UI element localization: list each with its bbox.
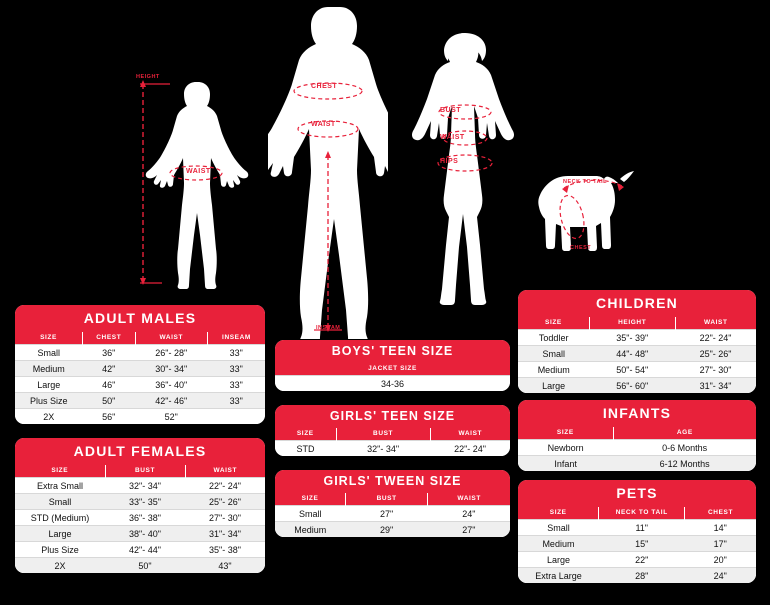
col-waist: WAIST <box>428 493 510 506</box>
table-row <box>518 362 756 378</box>
boy-height-label: HEIGHT <box>136 74 160 80</box>
cell: Medium <box>518 536 599 552</box>
cell: 22"- 24" <box>185 478 265 494</box>
cell: 25"- 26" <box>185 494 265 510</box>
cell: Small <box>275 506 346 522</box>
cell: 33"- 35" <box>105 494 185 510</box>
children-table <box>518 290 756 393</box>
cell: 2X <box>15 409 83 425</box>
boys-teen-size-table <box>275 340 510 391</box>
cell: 20" <box>685 552 756 568</box>
col-size: SIZE <box>275 493 346 506</box>
cell: 35"- 38" <box>185 542 265 558</box>
cell: Large <box>518 552 599 568</box>
cell: 28" <box>599 568 685 584</box>
pets-title: PETS <box>518 480 756 507</box>
cell: Medium <box>518 362 589 378</box>
table-row <box>15 409 265 425</box>
cell: 50"- 54" <box>589 362 675 378</box>
col-size: SIZE <box>518 507 599 520</box>
cell: 52" <box>135 409 208 425</box>
cell: STD (Medium) <box>15 510 105 526</box>
adult-females-table <box>15 438 265 573</box>
table-row <box>518 568 756 584</box>
girls-teen-size-table <box>275 405 510 456</box>
adult-females-title: ADULT FEMALES <box>15 438 265 465</box>
woman-waist-label: WAIST <box>440 134 465 141</box>
cell: 42"- 46" <box>135 393 208 409</box>
dog-chest-label: CHEST <box>570 245 592 251</box>
cell: Plus Size <box>15 542 105 558</box>
col-waist: WAIST <box>430 428 510 441</box>
table-row <box>15 558 265 574</box>
cell: 32"- 34" <box>336 441 430 457</box>
cell: 33" <box>208 361 266 377</box>
girls-tween-title: GIRLS' TWEEN SIZE <box>275 470 510 493</box>
boy-waist-label: WAIST <box>186 168 211 175</box>
table-row <box>15 494 265 510</box>
girls-tween-size-table <box>275 470 510 537</box>
cell: 22"- 24" <box>430 441 510 457</box>
col-size: SIZE <box>275 428 336 441</box>
cell: 42"- 44" <box>105 542 185 558</box>
adult-males-title: ADULT MALES <box>15 305 265 332</box>
table-row <box>275 522 510 538</box>
cell: 22"- 24" <box>675 330 756 346</box>
infants-title: INFANTS <box>518 400 756 427</box>
cell: 30"- 34" <box>135 361 208 377</box>
cell: 6-12 Months <box>613 456 756 472</box>
cell: 43" <box>185 558 265 574</box>
cell: 27" <box>346 506 428 522</box>
table-row <box>518 552 756 568</box>
adult-males-table <box>15 305 265 424</box>
cell: Small <box>518 346 589 362</box>
girls-teen-title: GIRLS' TEEN SIZE <box>275 405 510 428</box>
col-bust: BUST <box>346 493 428 506</box>
cell: Small <box>518 520 599 536</box>
man-figure <box>268 5 388 340</box>
col-chest: CHEST <box>685 507 756 520</box>
col-bust: BUST <box>105 465 185 478</box>
cell: 38"- 40" <box>105 526 185 542</box>
table-row <box>15 526 265 542</box>
cell: 15" <box>599 536 685 552</box>
boy-figure <box>140 80 260 295</box>
cell: Newborn <box>518 440 613 456</box>
cell: 56"- 60" <box>589 378 675 394</box>
col-age: AGE <box>613 427 756 440</box>
col-size: SIZE <box>15 465 105 478</box>
cell <box>208 409 266 425</box>
table-row <box>15 478 265 494</box>
col-waist: WAIST <box>185 465 265 478</box>
pets-table <box>518 480 756 583</box>
col-chest: CHEST <box>83 332 136 345</box>
cell: Large <box>15 526 105 542</box>
cell: 44"- 48" <box>589 346 675 362</box>
cell: 24" <box>685 568 756 584</box>
cell: 32"- 34" <box>105 478 185 494</box>
cell: 27"- 30" <box>675 362 756 378</box>
table-row <box>275 376 510 392</box>
table-row <box>15 393 265 409</box>
cell: Toddler <box>518 330 589 346</box>
cell: Small <box>15 494 105 510</box>
table-row <box>275 441 510 457</box>
cell: 50" <box>105 558 185 574</box>
table-row <box>518 378 756 394</box>
man-waist-label: WAIST <box>311 121 336 128</box>
col-waist: WAIST <box>135 332 208 345</box>
table-row <box>518 440 756 456</box>
cell: 14" <box>685 520 756 536</box>
col-jacket-size: JACKET SIZE <box>275 363 510 376</box>
col-waist: WAIST <box>675 317 756 330</box>
col-height: HEIGHT <box>589 317 675 330</box>
cell: 33" <box>208 345 266 361</box>
cell: 42" <box>83 361 136 377</box>
man-chest-label: CHEST <box>311 83 338 90</box>
cell: 34-36 <box>275 376 510 392</box>
table-row <box>518 520 756 536</box>
table-row <box>518 536 756 552</box>
table-row <box>15 510 265 526</box>
cell: 31"- 34" <box>185 526 265 542</box>
cell: 56" <box>83 409 136 425</box>
cell: 33" <box>208 377 266 393</box>
cell: STD <box>275 441 336 457</box>
cell: 35"- 39" <box>589 330 675 346</box>
cell: Large <box>518 378 589 394</box>
cell: 27" <box>428 522 510 538</box>
cell: Extra Small <box>15 478 105 494</box>
table-row <box>518 330 756 346</box>
col-size: SIZE <box>15 332 83 345</box>
cell: Plus Size <box>15 393 83 409</box>
dog-figure <box>520 170 640 280</box>
cell: 22" <box>599 552 685 568</box>
table-row <box>518 346 756 362</box>
cell: 24" <box>428 506 510 522</box>
cell: Extra Large <box>518 568 599 584</box>
cell: 25"- 26" <box>675 346 756 362</box>
cell: 46" <box>83 377 136 393</box>
cell: 2X <box>15 558 105 574</box>
col-size: SIZE <box>518 317 589 330</box>
man-inseam-label: INSEAM <box>316 325 341 331</box>
col-inseam: INSEAM <box>208 332 266 345</box>
cell: Infant <box>518 456 613 472</box>
col-neck-to-tail: NECK TO TAIL <box>599 507 685 520</box>
infants-table <box>518 400 756 471</box>
table-row <box>518 456 756 472</box>
cell: 29" <box>346 522 428 538</box>
table-row <box>275 506 510 522</box>
children-title: CHILDREN <box>518 290 756 317</box>
cell: 31"- 34" <box>675 378 756 394</box>
table-row <box>15 542 265 558</box>
cell: 0-6 Months <box>613 440 756 456</box>
dog-neck-to-tail-label: NECK TO TAIL <box>563 179 607 185</box>
col-bust: BUST <box>336 428 430 441</box>
woman-hips-label: HIPS <box>440 158 459 165</box>
boys-teen-title: BOYS' TEEN SIZE <box>275 340 510 363</box>
cell: 33" <box>208 393 266 409</box>
cell: 36"- 40" <box>135 377 208 393</box>
cell: 27"- 30" <box>185 510 265 526</box>
cell: 36"- 38" <box>105 510 185 526</box>
cell: Medium <box>275 522 346 538</box>
table-row <box>15 345 265 361</box>
table-row <box>15 361 265 377</box>
table-row <box>15 377 265 393</box>
cell: 26"- 28" <box>135 345 208 361</box>
cell: 50" <box>83 393 136 409</box>
cell: 11" <box>599 520 685 536</box>
col-size: SIZE <box>518 427 613 440</box>
woman-bust-label: BUST <box>440 107 462 114</box>
cell: Small <box>15 345 83 361</box>
cell: 17" <box>685 536 756 552</box>
cell: Large <box>15 377 83 393</box>
woman-figure <box>410 32 520 310</box>
cell: Medium <box>15 361 83 377</box>
cell: 36" <box>83 345 136 361</box>
